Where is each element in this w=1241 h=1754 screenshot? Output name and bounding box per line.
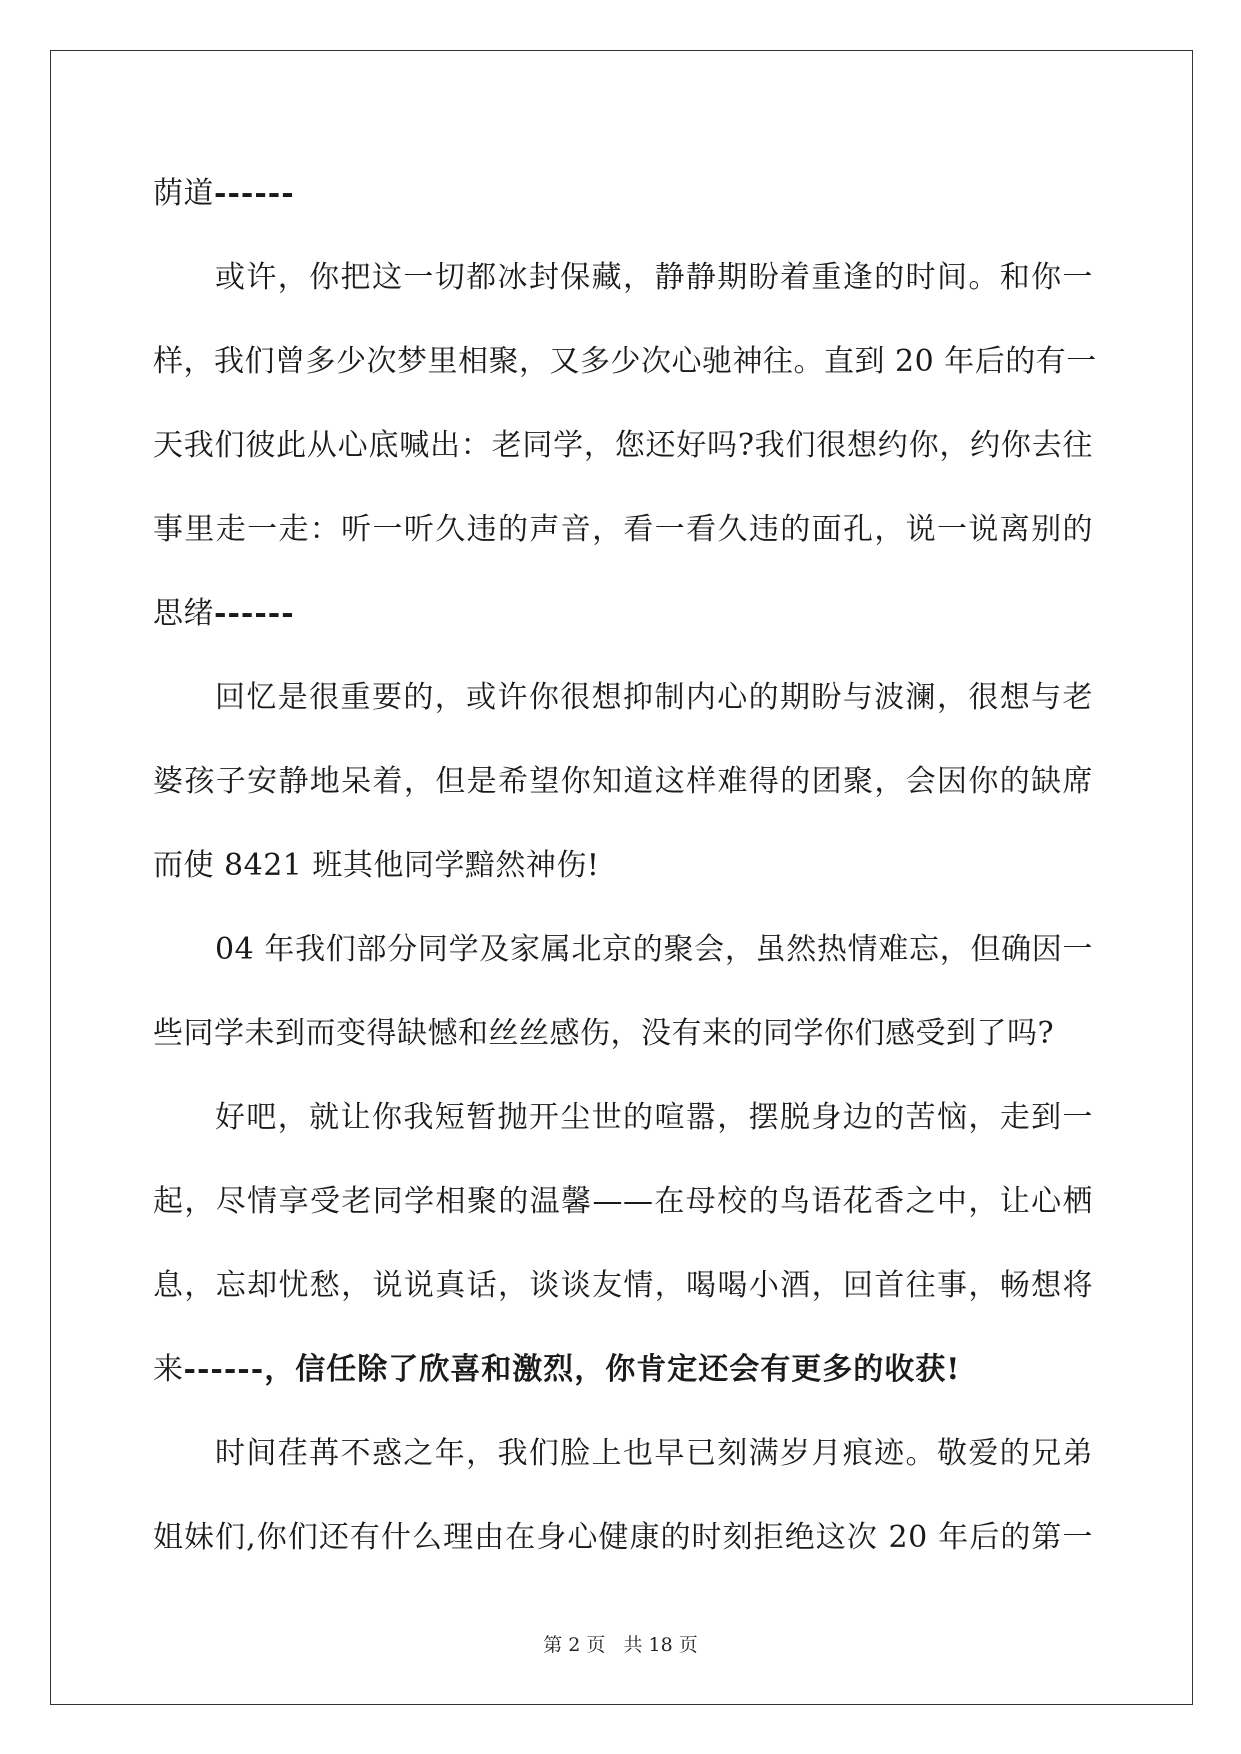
text-line: 来------，信任除了欣喜和激烈，你肯定还会有更多的收获! [153,1352,961,1387]
text-line: 回忆是很重要的，或许你很想抑制内心的期盼与波澜，很想与老 [215,680,1093,715]
text-line: 些同学未到而变得缺憾和丝丝感伤，没有来的同学你们感受到了吗? [153,1016,1055,1051]
text-line: 思绪------ [153,596,295,631]
text-line: 04 年我们部分同学及家属北京的聚会，虽然热情难忘，但确因一 [215,932,1093,967]
text-line: 荫道------ [153,176,295,211]
text-line: 好吧，就让你我短暂抛开尘世的喧嚣，摆脱身边的苦恼，走到一 [215,1100,1093,1135]
text-line: 起，尽情享受老同学相聚的温馨——在母校的鸟语花香之中，让心栖 [153,1184,1093,1219]
text-line: 时间荏苒不惑之年，我们脸上也早已刻满岁月痕迹。敬爱的兄弟 [215,1436,1093,1471]
page-number: 第 2 页 [543,1634,606,1656]
text-line: 天我们彼此从心底喊出：老同学，您还好吗?我们很想约你，约你去往 [153,428,1093,463]
page-footer [0,1630,1241,1657]
text-line: 息，忘却忧愁，说说真话，谈谈友情，喝喝小酒，回首往事，畅想将 [153,1268,1093,1303]
document-body [153,158,1097,1586]
text-line: 婆孩子安静地呆着，但是希望你知道这样难得的团聚，会因你的缺席 [153,764,1093,799]
text-line: 而使 8421 班其他同学黯然神伤! [153,848,600,883]
text-line: 或许，你把这一切都冰封保藏，静静期盼着重逢的时间。和你一 [215,260,1093,295]
text-line: 姐妹们,你们还有什么理由在身心健康的时刻拒绝这次 20 年后的第一 [153,1520,1093,1555]
text-line: 样，我们曾多少次梦里相聚，又多少次心驰神往。直到 20 年后的有一 [153,344,1097,379]
text-line: 事里走一走：听一听久违的声音，看一看久违的面孔，说一说离别的 [153,512,1093,547]
page-total: 共 18 页 [623,1634,698,1656]
